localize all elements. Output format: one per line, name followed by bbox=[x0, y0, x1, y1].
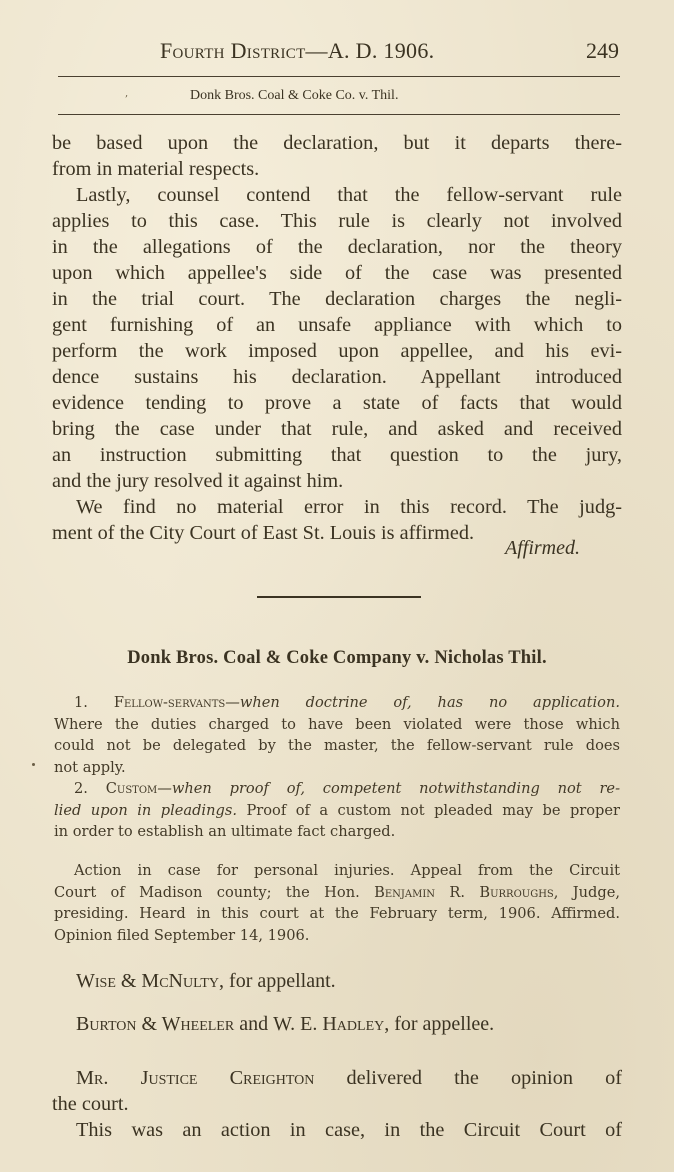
text-line: evidence tending to prove a state of facts that would bbox=[52, 392, 622, 414]
counsel-conjunction: and bbox=[234, 1013, 274, 1035]
text-line: be based upon the declaration, but it departs there- bbox=[52, 132, 622, 154]
text-line: from in material respects. bbox=[52, 158, 260, 180]
text-line: We find no material error in this record. The judg- bbox=[76, 496, 622, 518]
text-line: bring the case under that rule, and asked and received bbox=[52, 418, 622, 440]
case-statement bbox=[54, 860, 620, 946]
header-rule-top bbox=[58, 76, 620, 77]
headnote-number: 2. bbox=[74, 780, 88, 797]
counsel-role: , for appellee. bbox=[384, 1013, 495, 1035]
counsel-firm: W. E. Hadley bbox=[273, 1013, 385, 1035]
headnote-2-heading bbox=[54, 778, 620, 800]
headnote-italic: —when doctrine of, has no application. bbox=[225, 694, 621, 711]
scan-speck bbox=[32, 763, 35, 766]
printer-mark: , bbox=[125, 88, 129, 99]
text-line: Opinion filed September 14, 1906. bbox=[54, 926, 310, 944]
text-line: and the jury resolved it against him. bbox=[52, 470, 344, 492]
headnote-italic: —when proof of, competent notwithstanding not re- bbox=[157, 780, 620, 797]
text-line: the court. bbox=[52, 1093, 129, 1115]
text-line: Lastly, counsel contend that the fellow-servant rule bbox=[76, 184, 622, 206]
previous-opinion-text bbox=[52, 130, 622, 546]
counsel-appellee bbox=[76, 1013, 494, 1036]
statement-text: Court of Madison county; the Hon. bbox=[54, 883, 375, 901]
counsel-role: , for appellant. bbox=[219, 970, 336, 992]
text-line: presiding. Heard in this court at the February term, 1906. Affirmed. bbox=[54, 905, 620, 922]
text-line: in the trial court. The declaration charges the negli- bbox=[52, 288, 622, 310]
page-header-title: Fourth District—A. D. 1906. bbox=[160, 38, 435, 63]
text-line: an instruction submitting that question to the jury, bbox=[52, 444, 622, 466]
text-line: perform the work imposed upon appellee, and his evi- bbox=[52, 340, 622, 362]
headnotes bbox=[54, 692, 620, 843]
headnote-topic: Custom bbox=[105, 780, 158, 797]
text-line: not apply. bbox=[54, 758, 126, 776]
counsel-firm: Burton & Wheeler bbox=[76, 1013, 235, 1035]
disposition-affirmed: Affirmed. bbox=[505, 537, 580, 559]
text-line: upon which appellee's side of the case was presented bbox=[52, 262, 622, 284]
text-line: Where the duties charged to have been violated were those which bbox=[54, 715, 620, 733]
text-line bbox=[54, 800, 620, 822]
header-rule-bottom bbox=[58, 114, 620, 115]
case-title: Donk Bros. Coal & Coke Company v. Nicholas Thil. bbox=[127, 648, 547, 668]
headnote-1-heading bbox=[54, 692, 620, 714]
text-line: in the allegations of the declaration, nor the theory bbox=[52, 236, 622, 258]
text-line bbox=[52, 1065, 622, 1091]
text-line bbox=[54, 882, 620, 904]
text-line: could not be delegated by the master, the fellow-servant rule does bbox=[54, 737, 620, 754]
statement-text: , Judge, bbox=[553, 883, 620, 901]
judge-name: Benjamin R. Burroughs bbox=[374, 883, 554, 901]
headnote-text-cont: Proof of a custom not pleaded may be proper bbox=[236, 801, 621, 819]
justice-name: Mr. Justice Creighton bbox=[76, 1067, 315, 1089]
section-separator-rule bbox=[257, 596, 421, 598]
text-line: gent furnishing of an unsafe appliance with which to bbox=[52, 314, 622, 336]
text-line: Action in case for personal injuries. Appeal from the Circuit bbox=[74, 862, 620, 879]
running-head: Donk Bros. Coal & Coke Co. v. Thil. bbox=[190, 88, 399, 103]
text-line: applies to this case. This rule is clearly not involved bbox=[52, 210, 622, 232]
opinion-text: delivered the opinion of bbox=[314, 1067, 622, 1089]
text-line: This was an action in case, in the Circuit Court of bbox=[76, 1119, 622, 1141]
opinion-opening bbox=[52, 1065, 622, 1143]
counsel-appellant bbox=[76, 970, 336, 993]
headnote-italic-cont: lied upon in pleadings. bbox=[54, 801, 237, 819]
text-line: in order to establish an ultimate fact charged. bbox=[54, 823, 396, 840]
page-number: 249 bbox=[586, 38, 619, 63]
headnote-number: 1. bbox=[74, 694, 88, 711]
counsel-firm: Wise & McNulty bbox=[76, 970, 220, 992]
text-line: dence sustains his declaration. Appellant introduced bbox=[52, 366, 622, 388]
headnote-topic: Fellow-servants bbox=[113, 694, 226, 711]
text-line: ment of the City Court of East St. Louis is affirmed. bbox=[52, 522, 475, 544]
